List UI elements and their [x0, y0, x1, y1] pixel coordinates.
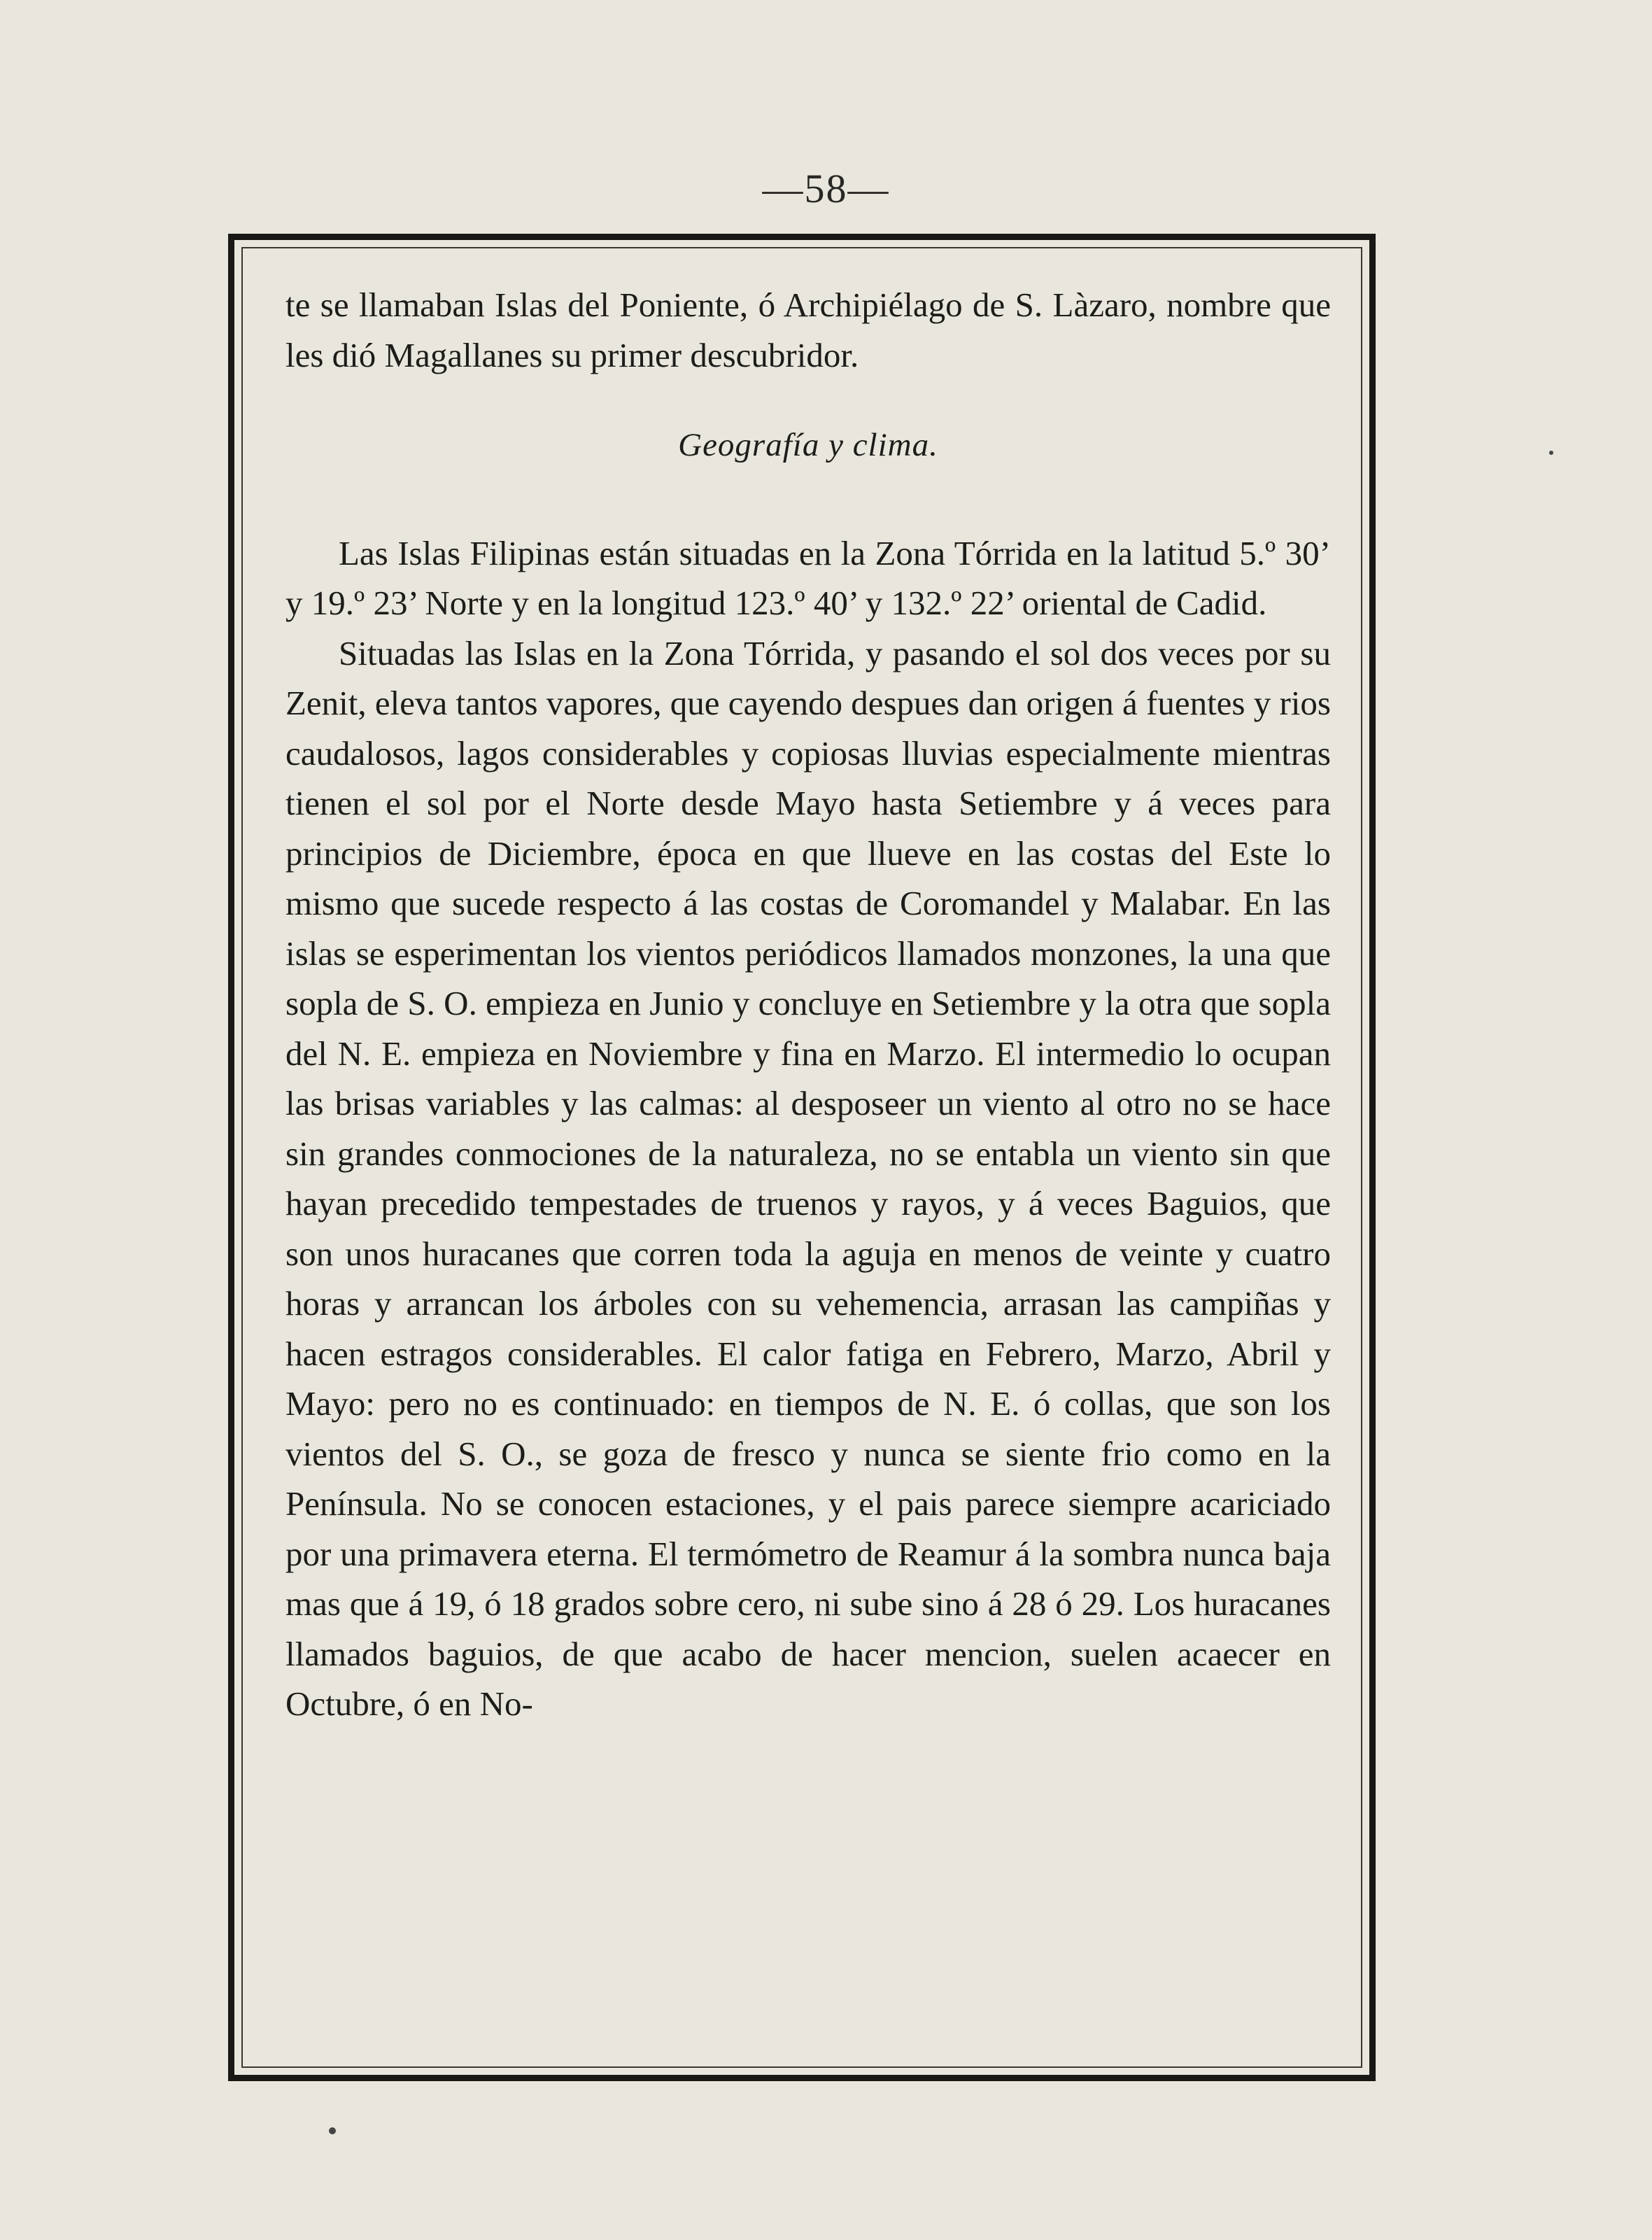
ink-speck — [1549, 451, 1553, 455]
paragraph-climate: Situadas las Islas en la Zona Tórrida, y pasando el sol dos veces por su Zenit, eleva tantos vapores, que cayendo despues dan origen á fuentes y rios caudalosos, lagos considerables y copiosas lluvias especialmente mientras tienen el sol por el Norte desde Mayo hasta Setiembre y á veces para principios de Diciembre, época en que llueve en las costas del Este lo mismo que sucede respecto á las costas de Coromandel y Malabar. En las islas se esperimentan los vientos periódicos llamados monzones, la una que sopla de S. O. empieza en Junio y concluye en Setiembre y la otra que sopla del N. E. empieza en Noviembre y fina en Marzo. El intermedio lo ocupan las brisas variables y las calmas: al desposeer un viento al otro no se hace sin grandes conmociones de la naturaleza, no se entabla un viento sin que hayan precedido tempestades de truenos y rayos, y á veces Baguios, que son unos huracanes que corren toda la aguja en menos de veinte y cuatro horas y arrancan los árboles con su vehemencia, arrasan las campiñas y hacen estragos considerables. El calor fatiga en Febrero, Marzo, Abril y Mayo: pero no es continuado: en tiempos de N. E. ó collas, que son los vientos del S. O., se goza de fresco y nunca se siente frio como en la Península. No se conocen estaciones, y el pais parece siempre acariciado por una primavera eterna. El termómetro de Reamur á la sombra nunca baja mas que á 19, ó 18 grados sobre cero, ni sube sino á 28 ó 29. Los huracanes llamados baguios, de que acabo de hacer mencion, suelen acaecer en Octubre, ó en No- — [285, 633, 1331, 1723]
continued-paragraph: te se llamaban Islas del Poniente, ó Archipiélago de S. Làzaro, nombre que les dió Magallanes su primer descubridor. — [285, 286, 1331, 374]
page-text — [285, 280, 1331, 1729]
section-heading: Geografía y clima. — [678, 427, 938, 463]
ink-speck — [329, 2127, 336, 2134]
page-number: —58— — [762, 166, 890, 211]
paragraph-location: Las Islas Filipinas están situadas en la Zona Tórrida en la latitud 5.º 30’ y 19.º 23’ Norte y en la longitud 123.º 40’ y 132.º 22’ oriental de Cadid. — [285, 533, 1331, 622]
